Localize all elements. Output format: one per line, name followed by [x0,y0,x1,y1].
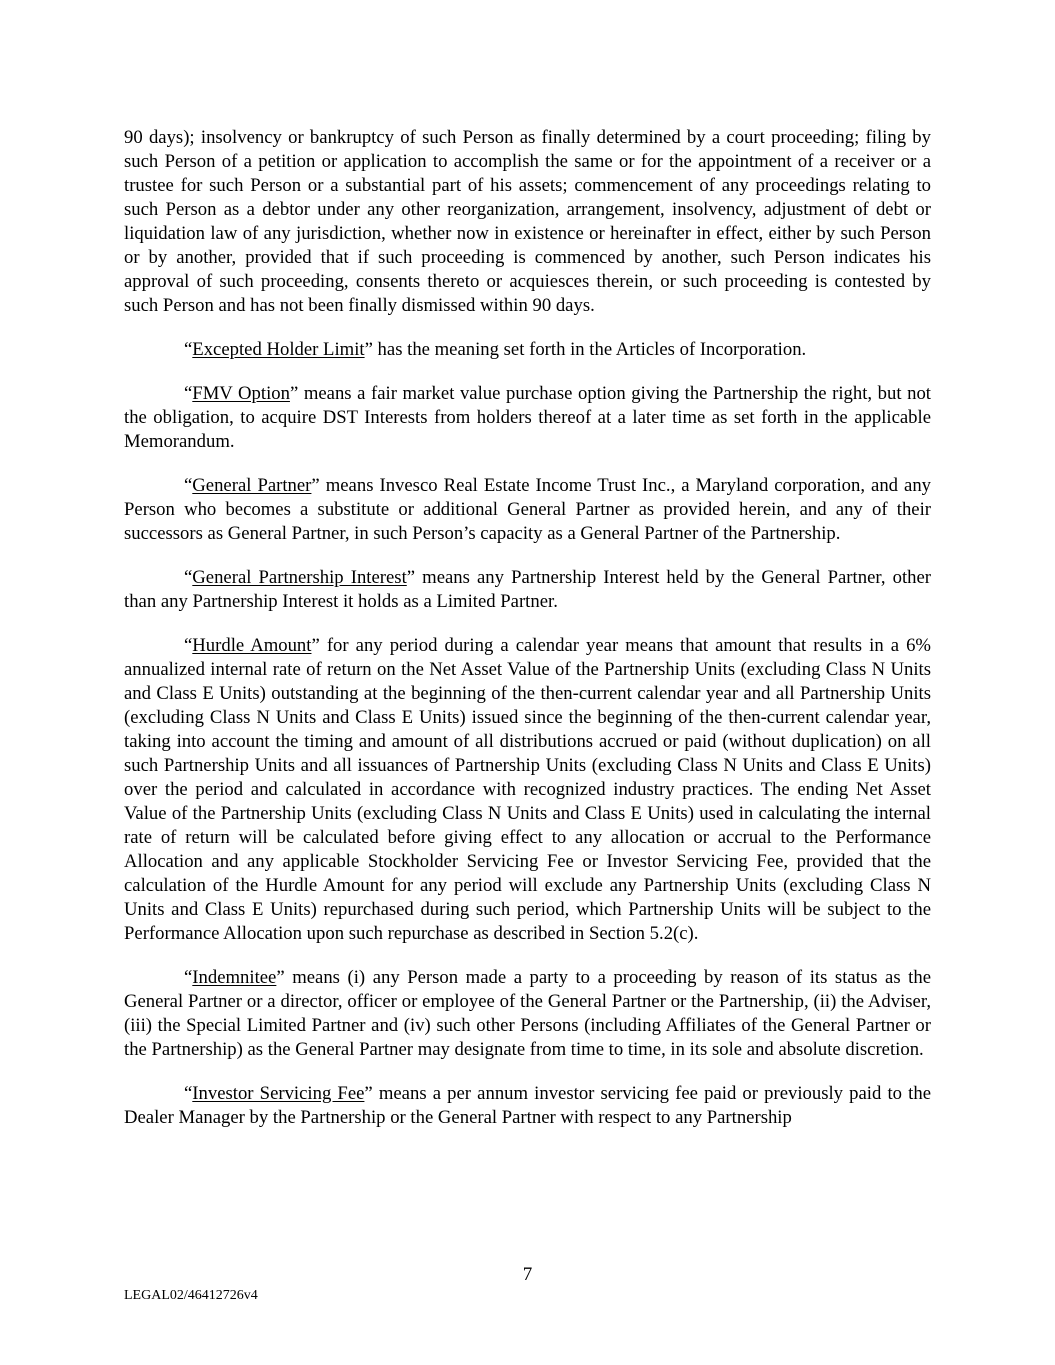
open-quote: “ [184,635,193,656]
definition-indemnitee [124,966,931,1062]
definition-text: ” means any Partnership Interest held by the General Partner, other than any Partnership Interest it holds as a Limited Partner. [124,567,931,612]
defined-term: General Partner [192,475,312,496]
definition-text: ” for any period during a calendar year means that amount that results in a 6% annualized internal rate of return on the Net Asset Value of the Partnership Units (excluding Class N Units and Class E Units) outstanding at the beginning of the then-current calendar year and all Partnership Units (excluding Class N Units and Class E Units) issued since the beginning of the then-current calendar year, taking into account the timing and amount of all distributions accrued or paid (without duplication) on all such Partnership Units and all issuances of Partnership Units (excluding Class N Units and Class E Units) over the period and calculated in accordance with recognized industry practices. The ending Net Asset Value of the Partnership Units (excluding Class N Units and Class E Units) used in calculating the internal rate of return will be calculated before giving effect to any allocation or accrual to the Performance Allocation and any applicable Stockholder Servicing Fee or Investor Servicing Fee, provided that the calculation of the Hurdle Amount for any period will exclude any Partnership Units (excluding Class N Units and Class E Units) repurchased during such period, which Partnership Units will be subject to the Performance Allocation upon such repurchase as described in Section 5.2(c). [124,635,931,944]
open-quote: “ [184,1083,193,1104]
page-number: 7 [522,1264,533,1285]
defined-term: Excepted Holder Limit [192,339,365,360]
definition-text: ” means a per annum investor servicing fee paid or previously paid to the Dealer Manager by the Partnership or the General Partner with respect to any Partnership [124,1083,931,1128]
definition-general-partner [124,474,931,546]
defined-term: Investor Servicing Fee [192,1083,365,1104]
definition-general-partnership-interest [124,566,931,614]
open-quote: “ [184,475,193,496]
definition-excepted-holder-limit [124,338,931,362]
open-quote: “ [184,567,193,588]
open-quote: “ [184,339,193,360]
defined-term: General Partnership Interest [192,567,407,588]
document-id-footer: LEGAL02/46412726v4 [124,1288,258,1303]
definition-text: ” means a fair market value purchase option giving the Partnership the right, but not the obligation, to acquire DST Interests from holders thereof at a later time as set forth in the applicable Memorandum. [124,383,932,452]
definition-hurdle-amount [124,634,931,946]
definition-text: ” has the meaning set forth in the Articles of Incorporation. [364,339,807,360]
definition-fmv-option [124,382,931,454]
defined-term: Indemnitee [192,967,277,988]
continuation-paragraph: 90 days); insolvency or bankruptcy of such Person as finally determined by a court proceeding; filing by such Person of a petition or application to accomplish the same or for the appointment of a receiver or a trustee for such Person or a substantial part of his assets; commencement of any proceedings relating to such Person as a debtor under any other reorganization, arrangement, insolvency, adjustment of debt or liquidation law of any jurisdiction, whether now in existence or hereinafter in effect, either by such Person or by another, provided that if such proceeding is commenced by another, such Person indicates his approval of such proceeding, consents thereto or acquiesces therein, or such proceeding is contested by such Person and has not been finally dismissed within 90 days. [124,127,931,316]
open-quote: “ [184,967,193,988]
definition-investor-servicing-fee [124,1082,931,1130]
open-quote: “ [184,383,193,404]
defined-term: Hurdle Amount [192,635,312,656]
definition-text: ” means (i) any Person made a party to a proceeding by reason of its status as the General Partner or a director, officer or employee of the General Partner or the Partnership, (ii) the Adviser, (iii) the Special Limited Partner and (iv) such other Persons (including Affiliates of the General Partner or the Partnership) as the General Partner may designate from time to time, in its sole and absolute discretion. [124,967,931,1060]
defined-term: FMV Option [192,383,290,404]
document-body [124,126,931,1150]
definition-text: ” means Invesco Real Estate Income Trust Inc., a Maryland corporation, and any Person who becomes a substitute or additional General Partner as provided herein, and any of their successors as General Partner, in such Person’s capacity as a General Partner of the Partnership. [124,475,932,544]
